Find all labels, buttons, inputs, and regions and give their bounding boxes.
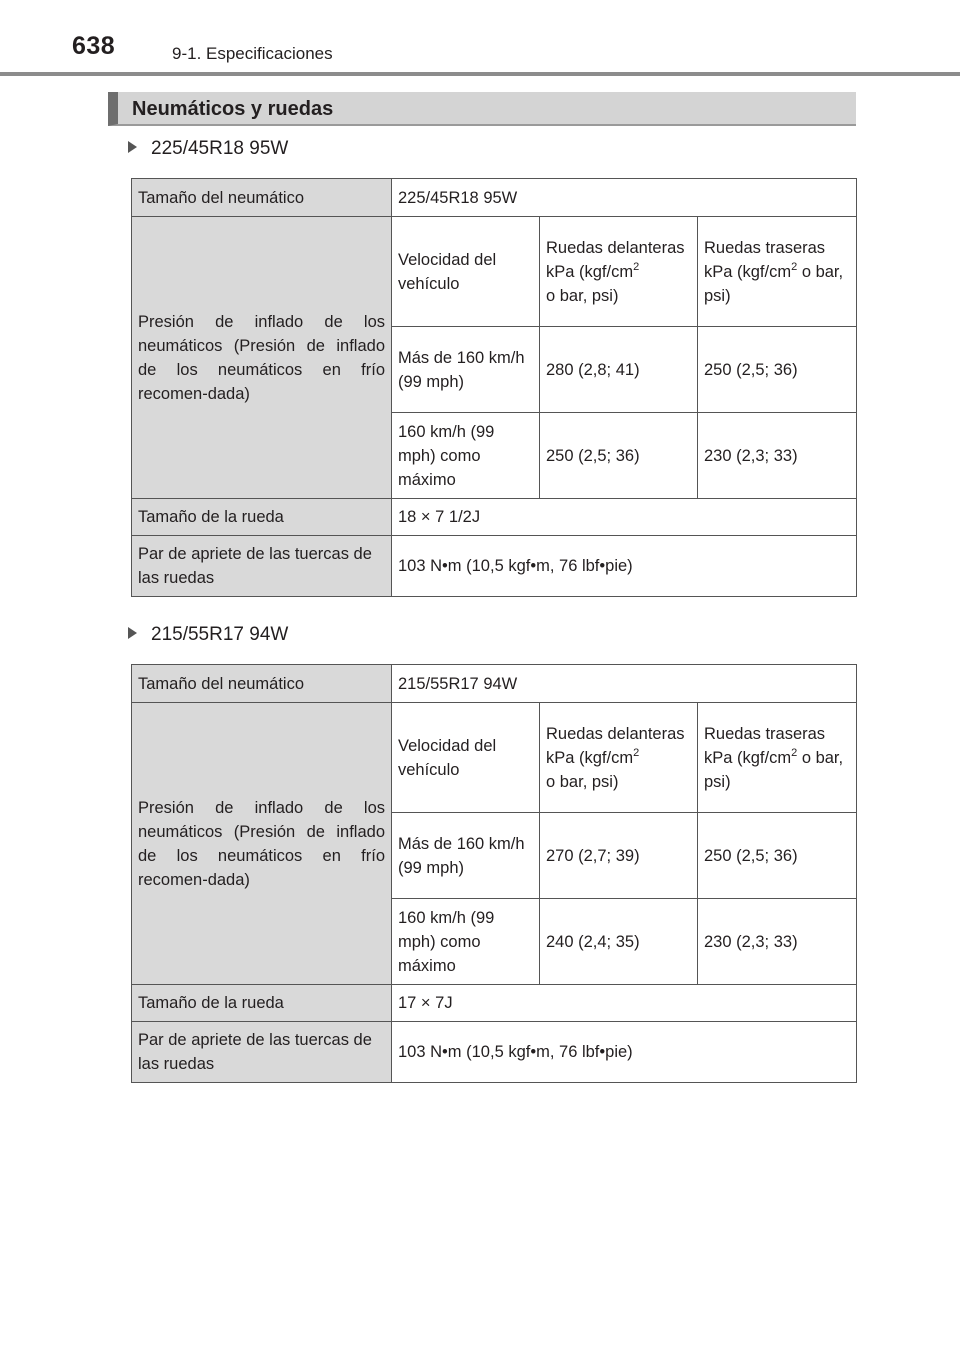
front-header-text: Ruedas delanteras kPa (kgf/cm: [546, 724, 685, 767]
tire-size-label: Tamaño del neumático: [132, 665, 392, 703]
torque-value: 103 N•m (10,5 kgf•m, 76 lbf•pie): [392, 1022, 857, 1083]
front-column-header: [540, 703, 698, 813]
rear-pressure-cell: 230 (2,3; 33): [698, 413, 857, 499]
pressure-label: Presión de inflado de los neumáticos (Presión de inflado de los neumáticos en frío recomen-dada): [132, 703, 392, 985]
speed-cell: Más de 160 km/h (99 mph): [392, 813, 540, 899]
table-row: [132, 703, 857, 813]
section-breadcrumb: 9-1. Especificaciones: [172, 44, 333, 63]
wheel-size-label: Tamaño de la rueda: [132, 985, 392, 1022]
table-row: [132, 499, 857, 536]
pressure-label: Presión de inflado de los neumáticos (Presión de inflado de los neumáticos en frío recomen-dada): [132, 217, 392, 499]
front-header-unit: o bar, psi): [546, 772, 619, 791]
tire-heading-2: [128, 624, 288, 646]
superscript: 2: [791, 746, 798, 759]
front-column-header: [540, 217, 698, 327]
superscript: 2: [633, 746, 640, 759]
rear-header-text: Ruedas traseras kPa (kgf/cm: [704, 238, 826, 281]
bullet-arrow-icon: [128, 141, 137, 153]
table-row: [132, 1022, 857, 1083]
torque-value: 103 N•m (10,5 kgf•m, 76 lbf•pie): [392, 536, 857, 597]
rear-pressure-cell: 250 (2,5; 36): [698, 813, 857, 899]
speed-column-header: Velocidad del vehículo: [392, 703, 540, 813]
rear-pressure-cell: 230 (2,3; 33): [698, 899, 857, 985]
rear-header-unit: o bar, psi): [704, 748, 844, 791]
wheel-size-label: Tamaño de la rueda: [132, 499, 392, 536]
speed-cell: 160 km/h (99 mph) como máximo: [392, 899, 540, 985]
rear-header-text: Ruedas traseras kPa (kgf/cm: [704, 724, 826, 767]
front-pressure-cell: 270 (2,7; 39): [540, 813, 698, 899]
tire-size-value: 215/55R17 94W: [392, 665, 857, 703]
torque-label: Par de apriete de las tuercas de las ruedas: [132, 536, 392, 597]
speed-cell: Más de 160 km/h (99 mph): [392, 327, 540, 413]
header-divider: [0, 72, 960, 76]
table-row: [132, 179, 857, 217]
rear-column-header: [698, 703, 857, 813]
tire-heading-1: [128, 138, 288, 160]
speed-cell: 160 km/h (99 mph) como máximo: [392, 413, 540, 499]
table-row: [132, 985, 857, 1022]
front-header-unit: o bar, psi): [546, 286, 619, 305]
front-header-text: Ruedas delanteras kPa (kgf/cm: [546, 238, 685, 281]
page-header: [0, 0, 960, 78]
rear-pressure-cell: 250 (2,5; 36): [698, 327, 857, 413]
rear-column-header: [698, 217, 857, 327]
bullet-arrow-icon: [128, 627, 137, 639]
table-row: [132, 217, 857, 327]
front-pressure-cell: 250 (2,5; 36): [540, 413, 698, 499]
front-pressure-cell: 240 (2,4; 35): [540, 899, 698, 985]
section-title-bar: [108, 92, 856, 126]
superscript: 2: [791, 260, 798, 273]
tire-heading-text: 225/45R18 95W: [151, 138, 289, 159]
tire-heading-text: 215/55R17 94W: [151, 624, 289, 645]
table-row: [132, 665, 857, 703]
tire-size-value: 225/45R18 95W: [392, 179, 857, 217]
spec-table-1: [131, 178, 857, 597]
section-title: Neumáticos y ruedas: [132, 98, 334, 120]
spec-table-2: [131, 664, 857, 1083]
front-pressure-cell: 280 (2,8; 41): [540, 327, 698, 413]
wheel-size-value: 18 × 7 1/2J: [392, 499, 857, 536]
rear-header-unit: o bar, psi): [704, 262, 844, 305]
page-number: 638: [72, 32, 116, 60]
table-row: [132, 536, 857, 597]
tire-size-label: Tamaño del neumático: [132, 179, 392, 217]
wheel-size-value: 17 × 7J: [392, 985, 857, 1022]
superscript: 2: [633, 260, 640, 273]
speed-column-header: Velocidad del vehículo: [392, 217, 540, 327]
torque-label: Par de apriete de las tuercas de las ruedas: [132, 1022, 392, 1083]
